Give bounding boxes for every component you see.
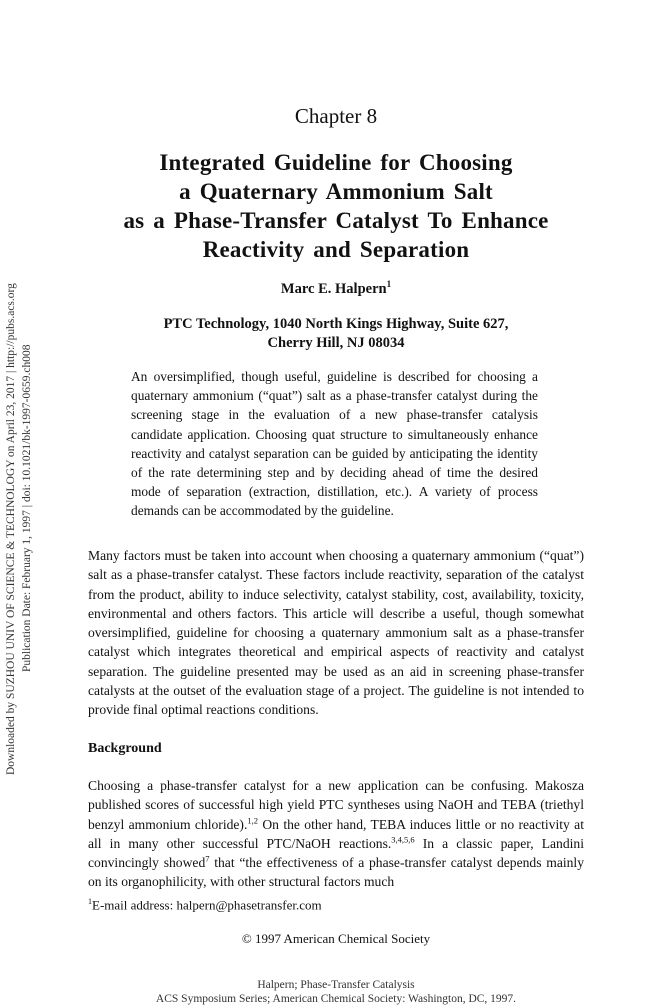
author-footnote-mark: 1 <box>386 279 392 289</box>
copyright-notice: © 1997 American Chemical Society <box>241 931 431 946</box>
citation-ref: 7 <box>205 853 210 864</box>
affiliation-line-1: PTC Technology, 1040 North Kings Highway, Suite 627, <box>163 316 509 332</box>
background-text-3: In a classic paper, Landini convincingly showed <box>88 835 584 871</box>
chapter-number: Chapter 8 <box>294 104 378 128</box>
author <box>0 279 672 298</box>
affiliation <box>100 315 572 353</box>
citation-ref: 3,4,5,6 <box>391 834 415 845</box>
download-info-line: Downloaded by SUZHOU UNIV OF SCIENCE & TECHNOLOGY on April 23, 2017 | http://pubs.acs.org <box>5 283 17 775</box>
section-heading-background: Background <box>88 741 162 756</box>
title-line-4: Reactivity and Separation <box>202 237 470 262</box>
citation-ref: 1,2 <box>247 815 258 826</box>
intro-paragraph: Many factors must be taken into account when choosing a quaternary ammonium (“quat”) salt as a phase-transfer catalyst. These factors include reactivity, separation of the catalyst from the product, ability to induce selectivity, catalyst stability, cost, availability, toxicity, environmental and others factors. This article will describe a useful, though somewhat oversimplified, guideline for choosing a quaternary ammonium salt as a phase-transfer catalyst which integrates theoretical and empirical aspects of reactivity and catalyst separation. The guideline presented may be used as an aid in screening phase-transfer catalysts at the outset of the evaluation stage of a project. The guideline is not intended to provide final optimal reactions conditions. <box>88 548 584 718</box>
download-watermark <box>0 0 40 1008</box>
author-name: Marc E. Halpern <box>280 280 387 297</box>
footer-line-1: Halpern; Phase-Transfer Catalysis <box>257 979 415 991</box>
affiliation-line-2: Cherry Hill, NJ 08034 <box>267 335 405 351</box>
footnote-mark: 1 <box>88 897 92 906</box>
background-text-2: On the other hand, TEBA induces little or no reactivity at all in many other successful PTC/NaOH reactions. <box>88 816 584 851</box>
publication-info-line: Publication Date: February 1, 1997 | doi: 10.1021/bk-1997-0659.ch008 <box>21 344 33 672</box>
background-paragraph <box>88 776 584 892</box>
title-line-1: Integrated Guideline for Choosing <box>159 150 513 175</box>
abstract: An oversimplified, though useful, guideline is described for choosing a quaternary ammonium (“quat”) salt as a phase-transfer catalyst during the screening stage in the evaluation of a new phase-transfer catalysis candidate application. Choosing quat structure to simultaneously enhance reactivity and catalyst separation can be guided by anticipating the identity of the rate determining step and by deciding ahead of time the desired mode of separation (extraction, distillation, etc.). A variety of process demands can be accommodated by the guideline. <box>131 369 538 519</box>
title-line-2: a Quaternary Ammonium Salt <box>179 179 493 204</box>
page-footer <box>0 978 672 1006</box>
footer-line-2: ACS Symposium Series; American Chemical Society: Washington, DC, 1997. <box>155 993 517 1005</box>
background-text-1: Choosing a phase-transfer catalyst for a new application can be confusing. Makosza published scores of successful high yield PTC syntheses using NaOH and TEBA (triethyl benzyl ammonium chloride). <box>88 778 584 832</box>
footnote-text: E-mail address: halpern@phasetransfer.com <box>92 897 322 913</box>
footnote <box>88 897 322 913</box>
background-text-4: that “the effectiveness of a phase-transfer catalyst depends mainly on its organophilicity, with other structural factors much <box>88 855 585 890</box>
title-line-3: as a Phase-Transfer Catalyst To Enhance <box>123 208 549 233</box>
paper-title <box>80 148 592 264</box>
